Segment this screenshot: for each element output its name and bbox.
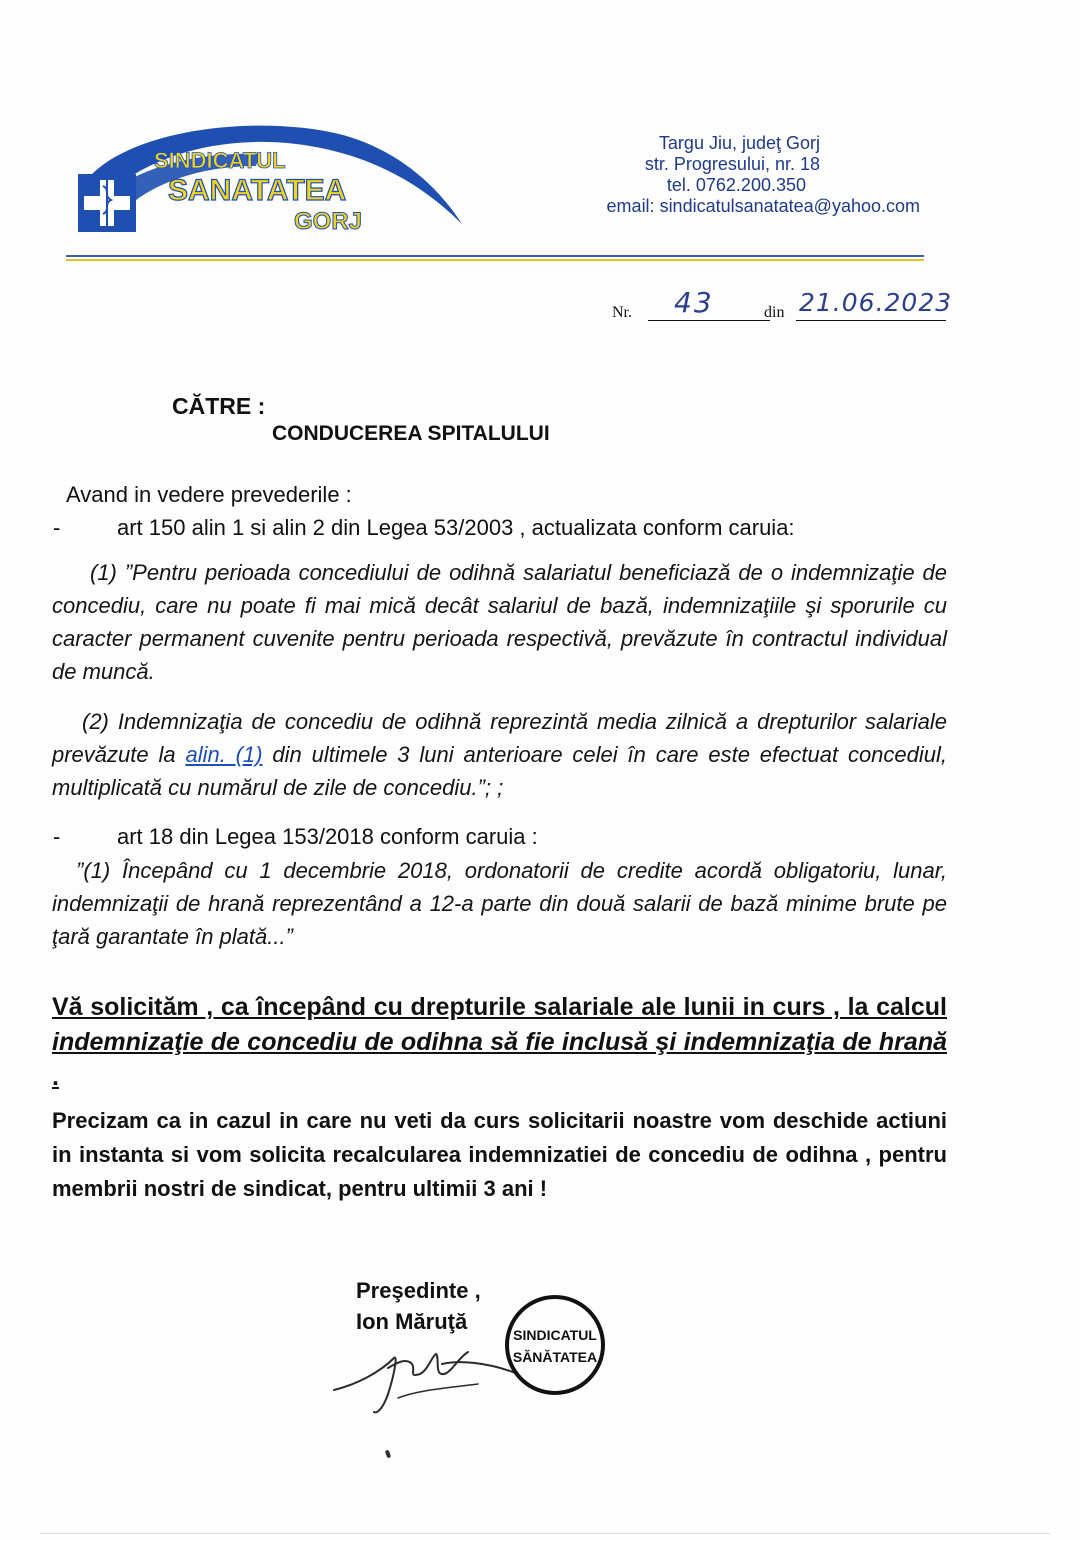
- address-city: Targu Jiu, judeţ Gorj: [658, 133, 820, 153]
- bullet-dash: -: [53, 824, 61, 849]
- request-paragraph: [52, 990, 947, 1095]
- scan-edge-line: [40, 1533, 1050, 1534]
- letterhead-address: [500, 133, 920, 217]
- din-label: din: [764, 304, 785, 321]
- nr-label: Nr.: [612, 304, 632, 321]
- request-text-1: Vă solicităm , ca începând cu drepturile salariale ale lunii in curs , la calcul: [52, 993, 947, 1021]
- union-stamp: [500, 1290, 610, 1400]
- quote2-text-after: din ultimele 3 luni anterioare celei în care este efectuat concediul, multiplicată cu numărul de zile de concediu.”; ;: [52, 742, 948, 800]
- notice-paragraph: Precizam ca in cazul in care nu veti da curs solicitarii noastre vom deschide actiuni in instanta si vom solicita recalcularea indemnizatiei de concediu de odihna , pentru membrii nostri de sindicat, pentru ultimii 3 ani !: [52, 1108, 947, 1201]
- alin-1-link[interactable]: alin. (1): [185, 742, 263, 767]
- nr-value: 43: [674, 286, 714, 319]
- bullet-text: art 150 alin 1 si alin 2 din Legea 53/2003 , actualizata conform caruia:: [117, 515, 795, 540]
- din-value: 21.06.2023: [799, 288, 953, 317]
- quote-paragraph-1: (1) ”Pentru perioada concediului de odihnă salariatul beneficiază de o indemnizaţie de concediu, care nu poate fi mai mică decât salariul de bază, indemnizaţiile şi sporurile cu caracter permanent cuvenite pentru perioada respectivă, prevăzute în contractul individual de muncă.: [52, 560, 947, 684]
- scan-speck: [385, 1450, 391, 1459]
- quote-paragraph-3: ”(1) Începând cu 1 decembrie 2018, ordonatorii de credite acordă obligatoriu, lunar, indemnizaţii de hrană reprezentând a 12-a parte din două salarii de bază minime brute pe ţară garantate în plată...”: [52, 858, 947, 949]
- bullet-text: art 18 din Legea 153/2018 conform caruia :: [117, 824, 538, 849]
- request-text-end: .: [52, 1063, 59, 1091]
- header-divider-blue: [66, 255, 924, 257]
- address-email: email: sindicatulsanatatea@yahoo.com: [606, 196, 920, 216]
- handwritten-signature: [328, 1328, 528, 1418]
- reference-row: [612, 288, 972, 328]
- logo-text-sindicatul: SINDICATUL: [154, 148, 286, 173]
- nr-underline: [648, 320, 770, 321]
- header-divider-yellow: [66, 259, 924, 261]
- bullet-dash: -: [53, 515, 61, 540]
- president-title: Preşedinte ,: [356, 1278, 481, 1303]
- address-street: str. Progresului, nr. 18: [644, 154, 820, 174]
- logo-text-sanatatea: SANATATEA: [168, 174, 347, 207]
- quote-paragraph-2: [52, 705, 947, 804]
- din-underline: [796, 320, 946, 321]
- president-name: Ion Măruţă: [356, 1309, 468, 1334]
- intro-text: Avand in vedere prevederile :: [66, 482, 352, 507]
- union-logo: [70, 112, 470, 248]
- addressee-recipient: CONDUCEREA SPITALULUI: [272, 422, 550, 445]
- addressee-label: CĂTRE :: [172, 393, 266, 419]
- quote2-text-before: (2) Indemnizaţia de concediu de odihnă reprezintă media zilnică a drepturilor salariale prevăzute la: [52, 709, 947, 767]
- stamp-line-2: SĂNĂTATEA: [512, 1349, 598, 1365]
- address-phone: tel. 0762.200.350: [666, 175, 806, 195]
- request-text-italic: indemnizaţie de concediu de odihna să fie inclusă şi indemnizaţia de hrană: [52, 1028, 947, 1056]
- logo-text-gorj: GORJ: [294, 208, 363, 235]
- stamp-line-1: SINDICATUL: [513, 1327, 597, 1343]
